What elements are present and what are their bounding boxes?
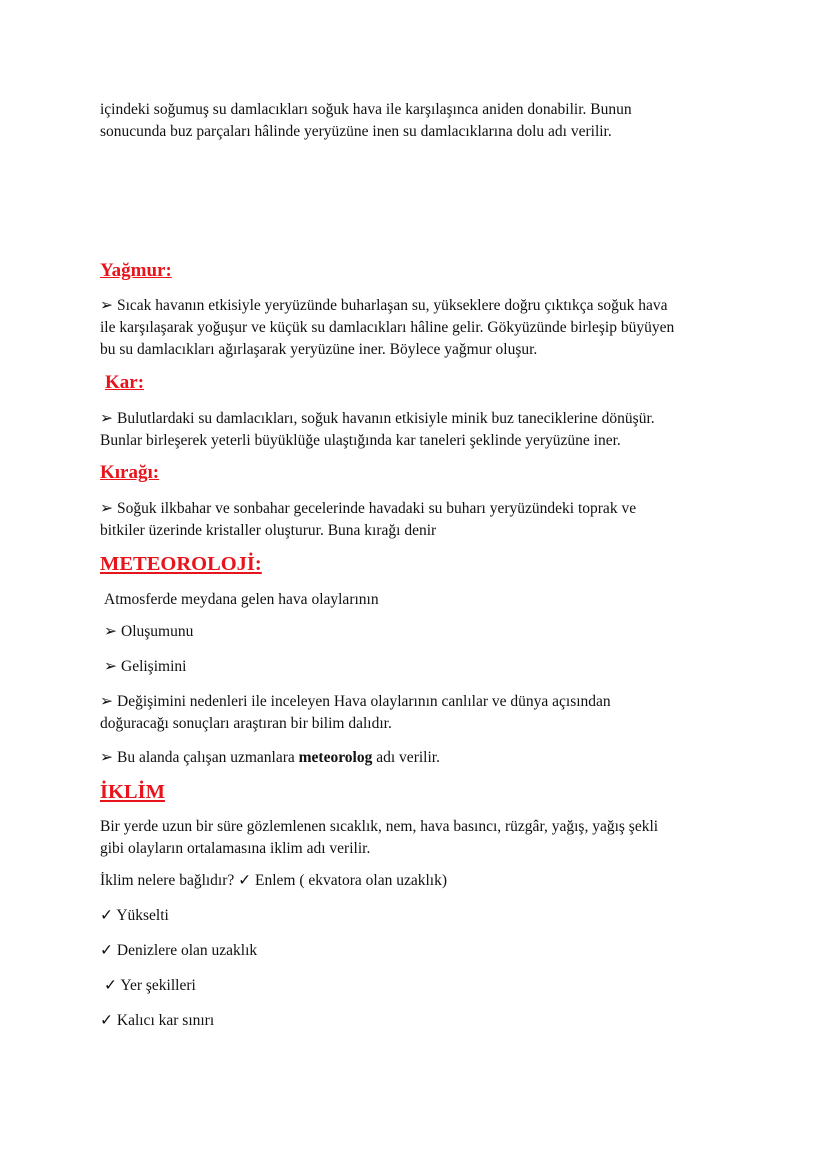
arrow-bullet-icon: ➢ [100,297,113,314]
iklim-factor [100,940,730,962]
factor-text: Enlem ( ekvatora olan uzaklık) [255,872,447,889]
iklim-factor [104,975,734,997]
iklim-line: gibi olayların ortalamasına iklim adı verilir. [100,840,371,857]
meteoroloji-item [100,691,730,735]
meteoroloji-item [104,656,734,678]
kar-heading: Kar: [105,372,145,393]
factor-text: Yer şekilleri [120,977,196,994]
iklim-line: Bir yerde uzun bir süre gözlemlenen sıcaklık, nem, hava basıncı, rüzgâr, yağış, yağış şekli [100,818,659,835]
item-text: Oluşumunu [121,623,194,640]
iklim-definition [100,816,730,860]
meteoroloji-item [100,747,730,769]
kiragi-heading: Kırağı: [100,462,160,483]
intro-line: içindeki soğumuş su damlacıkları soğuk hava ile karşılaşınca aniden donabilir. Bunun [100,101,632,118]
yagmur-line: ➢ Sıcak havanın etkisiyle yeryüzünde buharlaşan su, yükseklere doğru çıktıkça soğuk hava [100,297,668,314]
iklim-factor [100,905,730,927]
check-icon: ✓ [104,977,117,994]
iklim-question [100,870,730,892]
kiragi-paragraph [100,498,730,542]
kiragi-line: bitkiler üzerinde kristaller oluşturur. Buna kırağı denir [100,522,437,539]
kar-paragraph [100,408,730,452]
kiragi-line: ➢ Soğuk ilkbahar ve sonbahar gecelerinde havadaki su buharı yeryüzündeki toprak ve [100,500,637,517]
factor-text: Yükselti [116,907,169,924]
kar-line: Bunlar birleşerek yeterli büyüklüğe ulaştığında kar taneleri şeklinde yeryüzüne iner. [100,432,621,449]
check-icon: ✓ [100,942,113,959]
yagmur-heading: Yağmur: [100,260,172,281]
check-icon: ✓ [100,1012,113,1029]
intro-line: sonucunda buz parçaları hâlinde yeryüzüne inen su damlacıklarına dolu adı verilir. [100,123,612,140]
kar-line: ➢ Bulutlardaki su damlacıkları, soğuk havanın etkisiyle minik buz taneciklerine dönüşür. [100,410,655,427]
arrow-bullet-icon: ➢ [100,500,113,517]
check-icon: ✓ [100,907,113,924]
yagmur-line: ile karşılaşarak yoğuşur ve küçük su damlacıkları hâline gelir. Gökyüzünde birleşip büyüyen [100,319,675,336]
arrow-bullet-icon: ➢ [100,410,113,427]
factor-text: Kalıcı kar sınırı [116,1012,215,1029]
arrow-bullet-icon: ➢ [104,623,117,640]
item-text: Bu alanda çalışan uzmanlara [117,749,295,766]
check-icon: ✓ [238,872,252,889]
meteorolog-term: meteorolog [298,749,373,766]
iklim-heading: İKLİM [100,781,165,803]
arrow-bullet-icon: ➢ [104,658,117,675]
yagmur-line: bu su damlacıkları ağırlaşarak yeryüzüne iner. Böylece yağmur oluşur. [100,341,538,358]
iklim-factor [100,1010,730,1032]
arrow-bullet-icon: ➢ [100,749,113,766]
factor-text: Denizlere olan uzaklık [116,942,258,959]
item-text: adı verilir. [376,749,440,766]
meteoroloji-heading: METEOROLOJİ: [100,553,262,575]
arrow-bullet-icon: ➢ [100,693,113,710]
yagmur-paragraph [100,295,730,361]
item-text: Gelişimini [121,658,187,675]
question-text: İklim nelere bağlıdır? [100,872,235,889]
meteoroloji-intro: Atmosferde meydana gelen hava olaylarının [104,591,379,608]
meteoroloji-item [104,621,734,643]
item-line: doğuracağı sonuçları araştıran bir bilim dalıdır. [100,715,392,732]
item-line: ➢ Değişimini nedenleri ile inceleyen Hava olaylarının canlılar ve dünya açısından [100,693,611,710]
intro-paragraph [100,99,730,143]
